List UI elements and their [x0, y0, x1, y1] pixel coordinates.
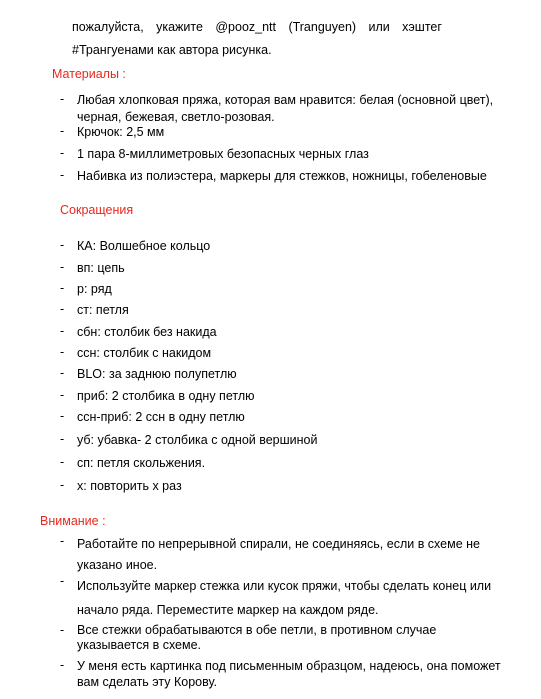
- list-item-text: черная, бежевая, светло-розовая.: [77, 110, 275, 124]
- bullet-dash: -: [60, 409, 65, 423]
- materials-heading: Материалы :: [52, 67, 126, 81]
- list-item-text: сбн: столбик без накида: [77, 325, 217, 339]
- bullet-dash: -: [60, 388, 65, 402]
- attention-heading: Внимание :: [40, 514, 106, 528]
- list-item-text: сп: петля скольжения.: [77, 456, 206, 470]
- bullet-dash: -: [60, 260, 65, 274]
- intro-word: хэштег: [402, 20, 442, 34]
- list-item-text: указывается в схеме.: [77, 638, 202, 652]
- list-item-text: У меня есть картинка под письменным образцом, надеюсь, она поможет: [77, 659, 501, 673]
- abbreviations-heading: Сокращения: [60, 203, 134, 217]
- bullet-dash: -: [60, 168, 65, 182]
- list-item-text: ссн-приб: 2 ссн в одну петлю: [77, 410, 245, 424]
- list-item-text: Крючок: 2,5 мм: [77, 125, 165, 139]
- bullet-dash: -: [60, 324, 65, 338]
- bullet-dash: -: [60, 302, 65, 316]
- bullet-dash: -: [60, 124, 65, 138]
- bullet-dash: -: [60, 238, 65, 252]
- list-item-text: КА: Волшебное кольцо: [77, 239, 211, 253]
- list-item-text: ст: петля: [77, 303, 129, 317]
- intro-word: (Tranguyen): [288, 20, 357, 34]
- list-item-text: Любая хлопковая пряжа, которая вам нравится: белая (основной цвет),: [77, 93, 494, 107]
- intro-word: пожалуйста,: [72, 20, 144, 34]
- list-item-text: р: ряд: [77, 282, 112, 296]
- list-item-text: уб: убавка- 2 столбика с одной вершиной: [77, 433, 318, 447]
- list-item-text: ссн: столбик с накидом: [77, 346, 212, 360]
- bullet-dash: -: [60, 574, 65, 588]
- list-item-text: Используйте маркер стежка или кусок пряжи, чтобы сделать конец или: [77, 579, 492, 593]
- list-item-text: Набивка из полиэстера, маркеры для стежков, ножницы, гобеленовые: [77, 169, 487, 183]
- bullet-dash: -: [60, 623, 65, 637]
- list-item-text: BLO: за заднюю полупетлю: [77, 367, 237, 381]
- bullet-dash: -: [60, 146, 65, 160]
- intro-line-2: #Трангуенами как автора рисунка.: [72, 43, 272, 57]
- bullet-dash: -: [60, 534, 65, 548]
- list-item-text: вам сделать эту Корову.: [77, 675, 217, 689]
- intro-word: или: [368, 20, 390, 34]
- bullet-dash: -: [60, 455, 65, 469]
- bullet-dash: -: [60, 281, 65, 295]
- list-item-text: приб: 2 столбика в одну петлю: [77, 389, 255, 403]
- list-item-text: указано иное.: [77, 558, 158, 572]
- intro-line-1: [72, 20, 442, 34]
- bullet-dash: -: [60, 366, 65, 380]
- list-item-text: начало ряда. Переместите маркер на каждом ряде.: [77, 603, 379, 617]
- list-item-text: 1 пара 8-миллиметровых безопасных черных глаз: [77, 147, 369, 161]
- list-item-text: вп: цепь: [77, 261, 125, 275]
- bullet-dash: -: [60, 658, 65, 672]
- list-item-text: Работайте по непрерывной спирали, не соединяясь, если в схеме не: [77, 537, 480, 551]
- bullet-dash: -: [60, 432, 65, 446]
- bullet-dash: -: [60, 478, 65, 492]
- bullet-dash: -: [60, 92, 65, 106]
- list-item-text: Все стежки обрабатываются в обе петли, в противном случае: [77, 623, 437, 637]
- bullet-dash: -: [60, 345, 65, 359]
- intro-word: укажите: [156, 20, 203, 34]
- intro-word: @pooz_ntt: [215, 20, 277, 34]
- list-item-text: х: повторить х раз: [77, 479, 182, 493]
